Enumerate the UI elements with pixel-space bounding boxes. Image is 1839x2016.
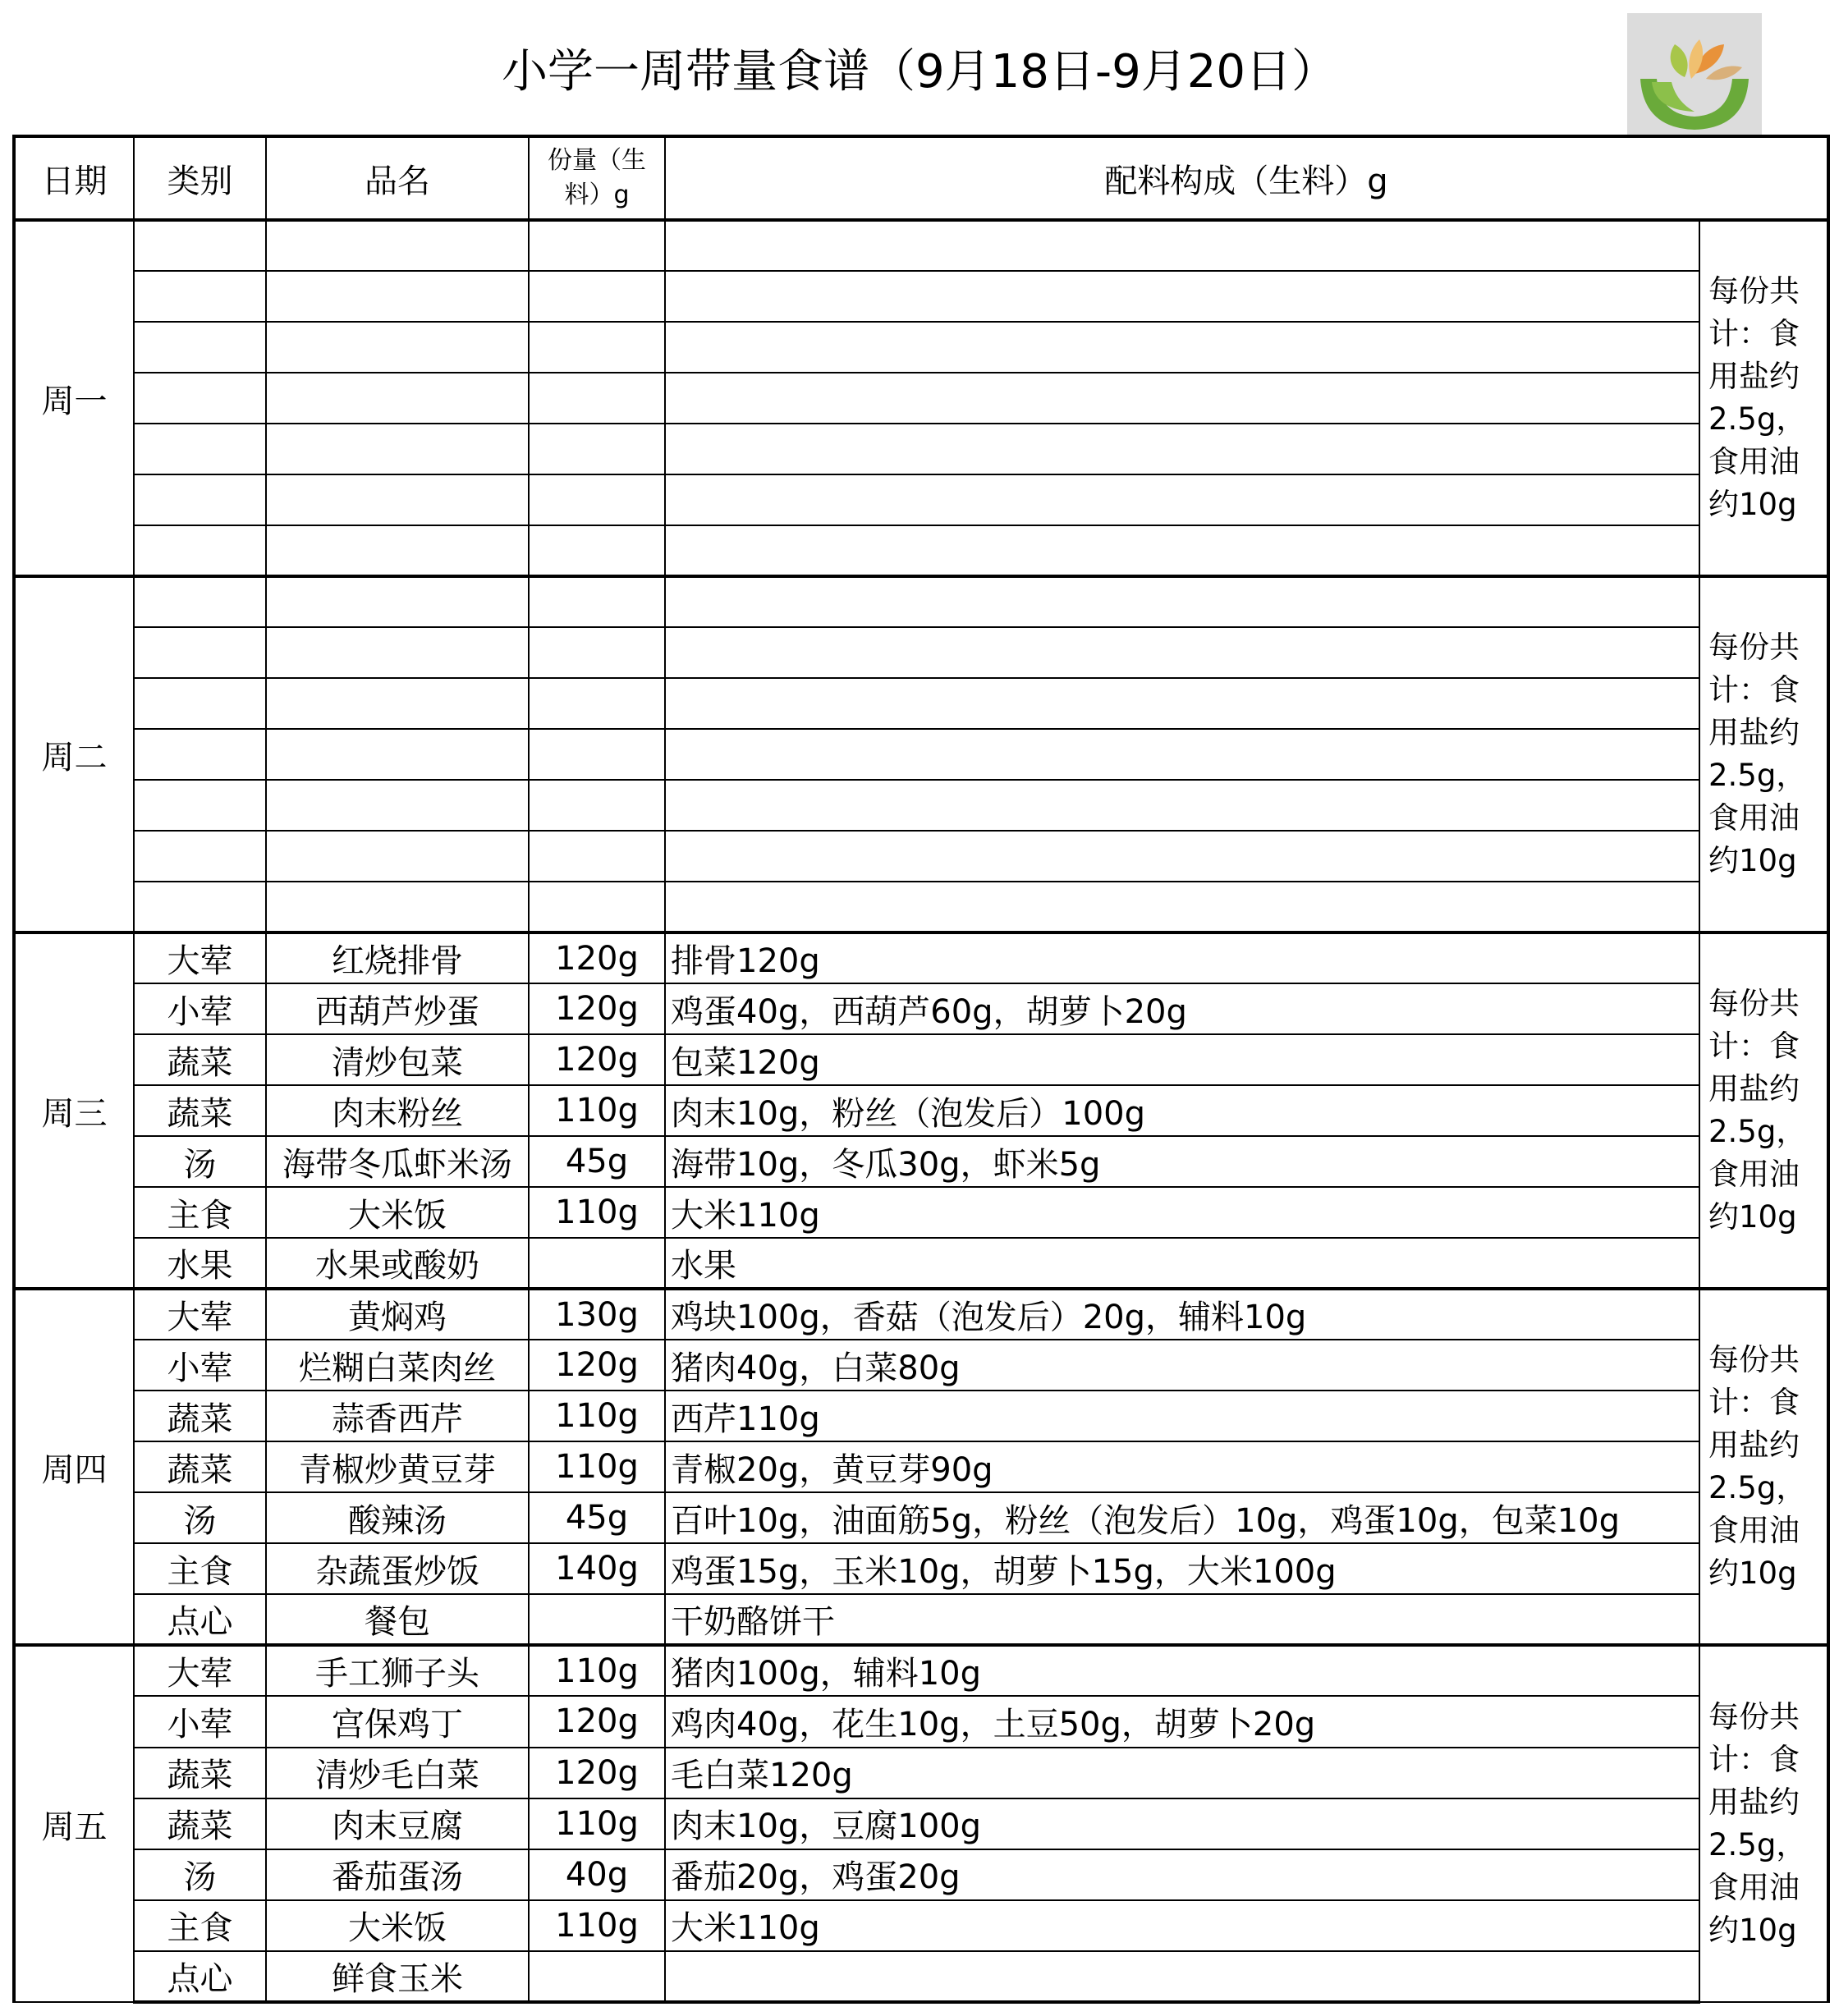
ingredients-cell bbox=[665, 525, 1699, 576]
category-cell: 汤 bbox=[134, 1849, 266, 1900]
ingredients-cell: 鸡肉40g，花生10g，土豆50g，胡萝卜20g bbox=[665, 1696, 1699, 1747]
dish-cell: 酸辣汤 bbox=[266, 1492, 529, 1543]
portion-cell: 120g bbox=[529, 1696, 665, 1747]
dish-cell: 肉末粉丝 bbox=[266, 1085, 529, 1136]
portion-cell: 110g bbox=[529, 1441, 665, 1492]
table-row bbox=[14, 1340, 1828, 1391]
dish-cell bbox=[266, 373, 529, 424]
header-ingredients: 配料构成（生料）g bbox=[665, 136, 1828, 220]
table-row bbox=[14, 525, 1828, 576]
table-row bbox=[14, 1085, 1828, 1136]
header-portion: 份量（生料）g bbox=[529, 136, 665, 220]
ingredients-cell bbox=[665, 627, 1699, 678]
portion-cell bbox=[529, 780, 665, 831]
table-row bbox=[14, 1645, 1828, 1696]
category-cell: 点心 bbox=[134, 1594, 266, 1645]
category-cell: 水果 bbox=[134, 1238, 266, 1289]
table-row bbox=[14, 932, 1828, 983]
dish-cell bbox=[266, 729, 529, 780]
dish-cell: 西葫芦炒蛋 bbox=[266, 983, 529, 1034]
table-row bbox=[14, 1289, 1828, 1340]
table-row bbox=[14, 271, 1828, 322]
category-cell: 主食 bbox=[134, 1900, 266, 1951]
dish-cell: 大米饭 bbox=[266, 1900, 529, 1951]
category-cell: 蔬菜 bbox=[134, 1798, 266, 1849]
ingredients-cell: 鸡蛋40g，西葫芦60g，胡萝卜20g bbox=[665, 983, 1699, 1034]
ingredients-cell bbox=[665, 424, 1699, 474]
dish-cell: 杂蔬蛋炒饭 bbox=[266, 1543, 529, 1594]
category-cell bbox=[134, 322, 266, 373]
category-cell: 点心 bbox=[134, 1951, 266, 2002]
portion-cell bbox=[529, 424, 665, 474]
ingredients-cell: 鸡块100g，香菇（泡发后）20g，辅料10g bbox=[665, 1289, 1699, 1340]
menu-table bbox=[12, 135, 1830, 2004]
table-row bbox=[14, 1594, 1828, 1645]
portion-cell: 40g bbox=[529, 1849, 665, 1900]
table-row bbox=[14, 322, 1828, 373]
dish-cell: 水果或酸奶 bbox=[266, 1238, 529, 1289]
nutrition-note: 每份共计：食用盐约2.5g，食用油约10g bbox=[1699, 1645, 1828, 2002]
portion-cell: 110g bbox=[529, 1085, 665, 1136]
day-label: 周四 bbox=[14, 1289, 134, 1645]
dish-cell bbox=[266, 474, 529, 525]
page-title: 小学一周带量食谱（9月18日-9月20日） bbox=[502, 45, 1337, 99]
table-row bbox=[14, 1136, 1828, 1187]
dish-cell: 黄焖鸡 bbox=[266, 1289, 529, 1340]
portion-cell bbox=[529, 525, 665, 576]
table-row bbox=[14, 882, 1828, 932]
category-cell bbox=[134, 373, 266, 424]
dish-cell bbox=[266, 576, 529, 627]
header-date: 日期 bbox=[14, 136, 134, 220]
portion-cell bbox=[529, 882, 665, 932]
bowl-leaf-icon bbox=[1627, 13, 1762, 138]
table-row bbox=[14, 678, 1828, 729]
ingredients-cell: 百叶10g，油面筋5g，粉丝（泡发后）10g，鸡蛋10g，包菜10g bbox=[665, 1492, 1699, 1543]
ingredients-cell bbox=[665, 678, 1699, 729]
portion-cell: 120g bbox=[529, 932, 665, 983]
nutrition-note: 每份共计：食用盐约2.5g，食用油约10g bbox=[1699, 1289, 1828, 1645]
ingredients-cell bbox=[665, 373, 1699, 424]
portion-cell: 120g bbox=[529, 983, 665, 1034]
dish-cell: 海带冬瓜虾米汤 bbox=[266, 1136, 529, 1187]
bowl-leaf-logo bbox=[1627, 13, 1762, 138]
dish-cell: 清炒包菜 bbox=[266, 1034, 529, 1085]
portion-cell: 120g bbox=[529, 1748, 665, 1798]
portion-cell: 130g bbox=[529, 1289, 665, 1340]
category-cell: 蔬菜 bbox=[134, 1085, 266, 1136]
day-label: 周二 bbox=[14, 576, 134, 932]
portion-cell bbox=[529, 373, 665, 424]
table-row bbox=[14, 424, 1828, 474]
portion-cell: 120g bbox=[529, 1340, 665, 1391]
ingredients-cell: 大米110g bbox=[665, 1900, 1699, 1951]
ingredients-cell: 大米110g bbox=[665, 1187, 1699, 1238]
category-cell: 大荤 bbox=[134, 1289, 266, 1340]
portion-cell bbox=[529, 1238, 665, 1289]
day-label: 周五 bbox=[14, 1645, 134, 2002]
category-cell: 汤 bbox=[134, 1492, 266, 1543]
table-row bbox=[14, 1951, 1828, 2002]
ingredients-cell bbox=[665, 474, 1699, 525]
ingredients-cell bbox=[665, 831, 1699, 882]
portion-cell bbox=[529, 831, 665, 882]
portion-cell: 120g bbox=[529, 1034, 665, 1085]
category-cell: 小荤 bbox=[134, 1340, 266, 1391]
dish-cell bbox=[266, 627, 529, 678]
dish-cell: 番茄蛋汤 bbox=[266, 1849, 529, 1900]
ingredients-cell: 包菜120g bbox=[665, 1034, 1699, 1085]
category-cell: 主食 bbox=[134, 1543, 266, 1594]
table-row bbox=[14, 780, 1828, 831]
portion-cell bbox=[529, 322, 665, 373]
table-row bbox=[14, 1543, 1828, 1594]
dish-cell: 蒜香西芹 bbox=[266, 1391, 529, 1441]
table-row bbox=[14, 1900, 1828, 1951]
category-cell bbox=[134, 882, 266, 932]
nutrition-note: 每份共计：食用盐约2.5g，食用油约10g bbox=[1699, 220, 1828, 576]
table-row bbox=[14, 1391, 1828, 1441]
category-cell: 主食 bbox=[134, 1187, 266, 1238]
ingredients-cell bbox=[665, 1951, 1699, 2002]
table-row bbox=[14, 220, 1828, 271]
table-row bbox=[14, 983, 1828, 1034]
ingredients-cell: 干奶酪饼干 bbox=[665, 1594, 1699, 1645]
portion-cell bbox=[529, 220, 665, 271]
category-cell bbox=[134, 780, 266, 831]
category-cell: 蔬菜 bbox=[134, 1748, 266, 1798]
table-row bbox=[14, 627, 1828, 678]
dish-cell bbox=[266, 525, 529, 576]
ingredients-cell: 猪肉40g，白菜80g bbox=[665, 1340, 1699, 1391]
table-row bbox=[14, 1187, 1828, 1238]
table-row bbox=[14, 373, 1828, 424]
portion-cell bbox=[529, 576, 665, 627]
portion-cell: 110g bbox=[529, 1645, 665, 1696]
ingredients-cell bbox=[665, 576, 1699, 627]
ingredients-cell: 猪肉100g，辅料10g bbox=[665, 1645, 1699, 1696]
nutrition-note: 每份共计：食用盐约2.5g，食用油约10g bbox=[1699, 576, 1828, 932]
ingredients-cell: 肉末10g，粉丝（泡发后）100g bbox=[665, 1085, 1699, 1136]
table-row bbox=[14, 576, 1828, 627]
table-row bbox=[14, 1696, 1828, 1747]
dish-cell: 宫保鸡丁 bbox=[266, 1696, 529, 1747]
category-cell: 小荤 bbox=[134, 1696, 266, 1747]
table-row bbox=[14, 1492, 1828, 1543]
category-cell bbox=[134, 576, 266, 627]
category-cell: 大荤 bbox=[134, 932, 266, 983]
ingredients-cell: 水果 bbox=[665, 1238, 1699, 1289]
portion-cell bbox=[529, 627, 665, 678]
table-row bbox=[14, 831, 1828, 882]
ingredients-cell bbox=[665, 729, 1699, 780]
ingredients-cell bbox=[665, 780, 1699, 831]
category-cell bbox=[134, 678, 266, 729]
portion-cell: 45g bbox=[529, 1136, 665, 1187]
table-row bbox=[14, 1798, 1828, 1849]
ingredients-cell bbox=[665, 271, 1699, 322]
portion-cell: 140g bbox=[529, 1543, 665, 1594]
ingredients-cell bbox=[665, 322, 1699, 373]
dish-cell bbox=[266, 322, 529, 373]
ingredients-cell: 西芹110g bbox=[665, 1391, 1699, 1441]
portion-cell bbox=[529, 1951, 665, 2002]
header-dish: 品名 bbox=[266, 136, 529, 220]
dish-cell bbox=[266, 882, 529, 932]
category-cell: 蔬菜 bbox=[134, 1391, 266, 1441]
category-cell bbox=[134, 474, 266, 525]
dish-cell: 烂糊白菜肉丝 bbox=[266, 1340, 529, 1391]
portion-cell bbox=[529, 729, 665, 780]
category-cell bbox=[134, 525, 266, 576]
dish-cell: 手工狮子头 bbox=[266, 1645, 529, 1696]
nutrition-note: 每份共计：食用盐约2.5g，食用油约10g bbox=[1699, 932, 1828, 1289]
portion-cell bbox=[529, 1594, 665, 1645]
category-cell bbox=[134, 831, 266, 882]
dish-cell bbox=[266, 780, 529, 831]
dish-cell bbox=[266, 831, 529, 882]
dish-cell: 清炒毛白菜 bbox=[266, 1748, 529, 1798]
ingredients-cell bbox=[665, 220, 1699, 271]
portion-cell: 110g bbox=[529, 1391, 665, 1441]
category-cell bbox=[134, 729, 266, 780]
category-cell bbox=[134, 271, 266, 322]
dish-cell: 红烧排骨 bbox=[266, 932, 529, 983]
portion-cell bbox=[529, 271, 665, 322]
table-row bbox=[14, 1034, 1828, 1085]
table-row bbox=[14, 474, 1828, 525]
ingredients-cell bbox=[665, 882, 1699, 932]
ingredients-cell: 海带10g，冬瓜30g，虾米5g bbox=[665, 1136, 1699, 1187]
dish-cell bbox=[266, 220, 529, 271]
ingredients-cell: 青椒20g，黄豆芽90g bbox=[665, 1441, 1699, 1492]
portion-cell: 110g bbox=[529, 1798, 665, 1849]
portion-cell: 45g bbox=[529, 1492, 665, 1543]
dish-cell: 青椒炒黄豆芽 bbox=[266, 1441, 529, 1492]
ingredients-cell: 排骨120g bbox=[665, 932, 1699, 983]
category-cell: 蔬菜 bbox=[134, 1441, 266, 1492]
dish-cell bbox=[266, 424, 529, 474]
table-row bbox=[14, 1238, 1828, 1289]
ingredients-cell: 肉末10g，豆腐100g bbox=[665, 1798, 1699, 1849]
dish-cell bbox=[266, 271, 529, 322]
dish-cell: 餐包 bbox=[266, 1594, 529, 1645]
header-row bbox=[14, 136, 1828, 220]
day-label: 周一 bbox=[14, 220, 134, 576]
category-cell: 汤 bbox=[134, 1136, 266, 1187]
portion-cell: 110g bbox=[529, 1187, 665, 1238]
header-category: 类别 bbox=[134, 136, 266, 220]
portion-cell bbox=[529, 474, 665, 525]
portion-cell bbox=[529, 678, 665, 729]
category-cell bbox=[134, 220, 266, 271]
table-row bbox=[14, 1849, 1828, 1900]
category-cell bbox=[134, 627, 266, 678]
dish-cell bbox=[266, 678, 529, 729]
category-cell bbox=[134, 424, 266, 474]
dish-cell: 大米饭 bbox=[266, 1187, 529, 1238]
ingredients-cell: 鸡蛋15g，玉米10g，胡萝卜15g，大米100g bbox=[665, 1543, 1699, 1594]
portion-cell: 110g bbox=[529, 1900, 665, 1951]
category-cell: 小荤 bbox=[134, 983, 266, 1034]
table-row bbox=[14, 1748, 1828, 1798]
day-label: 周三 bbox=[14, 932, 134, 1289]
table-row bbox=[14, 1441, 1828, 1492]
category-cell: 蔬菜 bbox=[134, 1034, 266, 1085]
table-row bbox=[14, 729, 1828, 780]
dish-cell: 鲜食玉米 bbox=[266, 1951, 529, 2002]
ingredients-cell: 毛白菜120g bbox=[665, 1748, 1699, 1798]
ingredients-cell: 番茄20g，鸡蛋20g bbox=[665, 1849, 1699, 1900]
category-cell: 大荤 bbox=[134, 1645, 266, 1696]
dish-cell: 肉末豆腐 bbox=[266, 1798, 529, 1849]
